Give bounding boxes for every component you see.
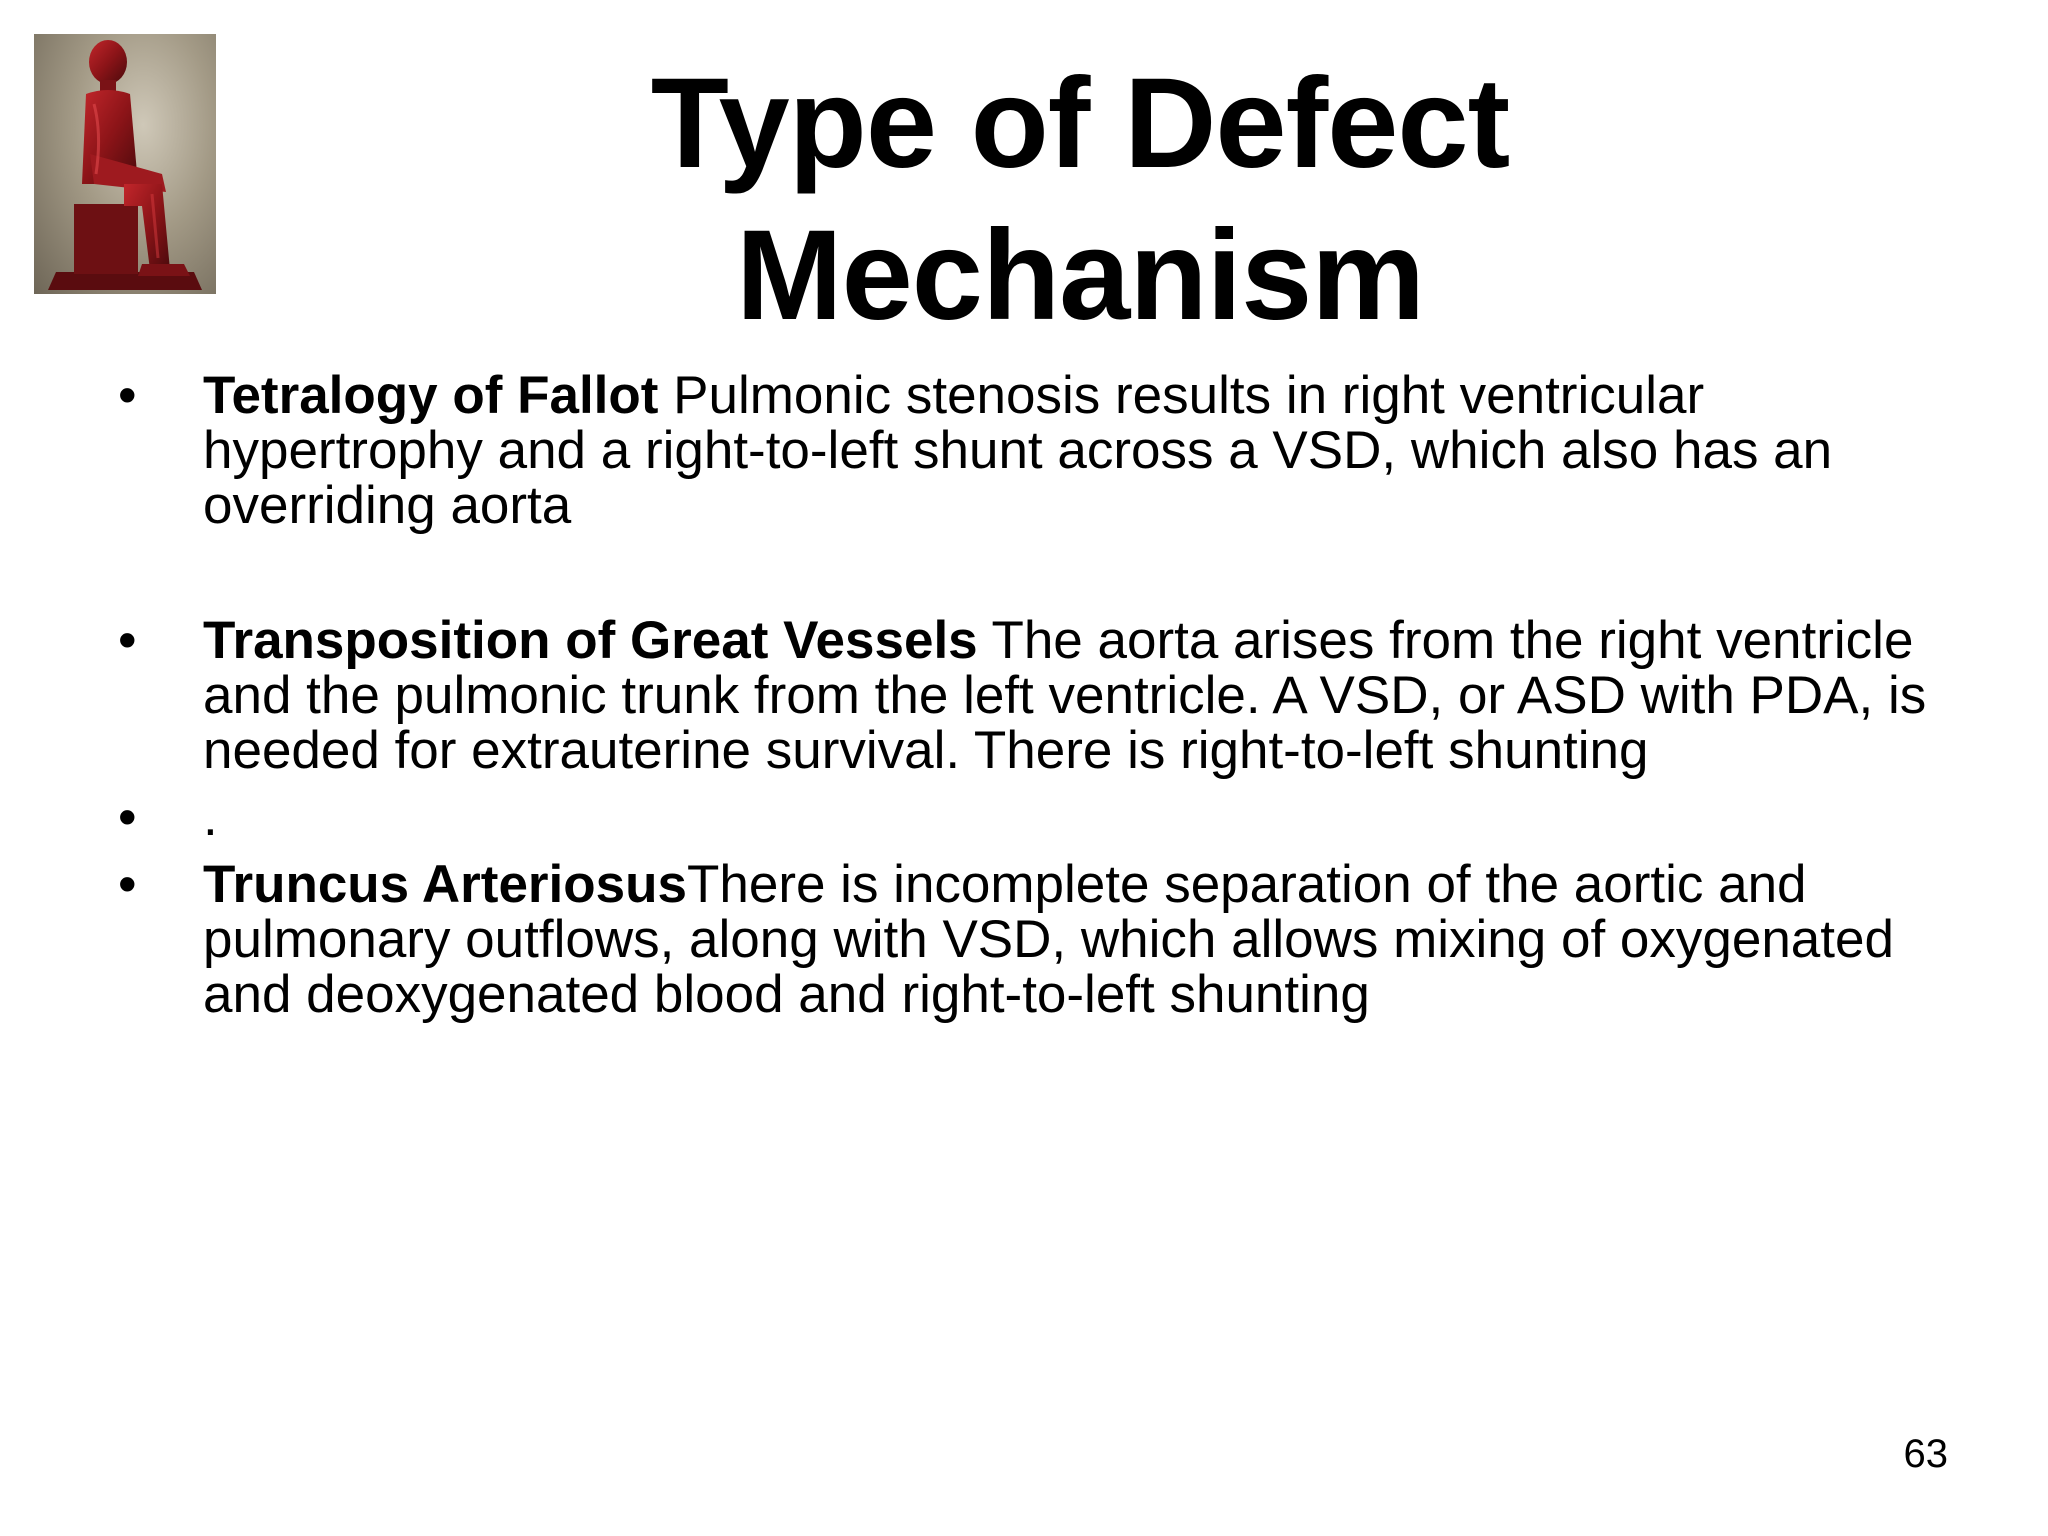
bullet-item <box>118 857 1968 1022</box>
bullet-text: Pulmonic stenosis results in right ventricular hypertrophy and a right-to-left shunt across a VSD, which also has an overriding aorta <box>203 366 1833 535</box>
bullet-list <box>118 368 1968 1022</box>
title-line-1: Type of Defect <box>650 52 1510 195</box>
bullet-marker: • <box>118 611 137 670</box>
bullet-item <box>118 368 1968 533</box>
egyptian-statue-image <box>34 34 216 294</box>
bullet-term: Transposition of Great Vessels <box>203 611 978 670</box>
bullet-marker: • <box>118 788 137 847</box>
bullet-text: The aorta arises from the right ventricle and the pulmonic trunk from the left ventricle. A VSD, or ASD with PDA, is needed for extrauterine survival. There is right-to-left shunting <box>203 611 1927 780</box>
slide-title <box>300 48 1860 352</box>
bullet-term: Truncus Arteriosus <box>203 855 687 914</box>
title-line-2: Mechanism <box>735 204 1425 347</box>
bullet-text: There is incomplete separation of the aortic and pulmonary outflows, along with VSD, which allows mixing of oxygenated and deoxygenated blood and right-to-left shunting <box>203 855 1894 1024</box>
bullet-term: Tetralogy of Fallot <box>203 366 659 425</box>
bullet-item <box>118 790 1968 845</box>
page-number: 63 <box>1903 1432 1948 1476</box>
bullet-text: . <box>203 788 218 847</box>
bullet-item <box>118 613 1968 778</box>
bullet-marker: • <box>118 366 137 425</box>
bullet-marker: • <box>118 855 137 914</box>
egyptian-statue-icon <box>34 34 216 294</box>
